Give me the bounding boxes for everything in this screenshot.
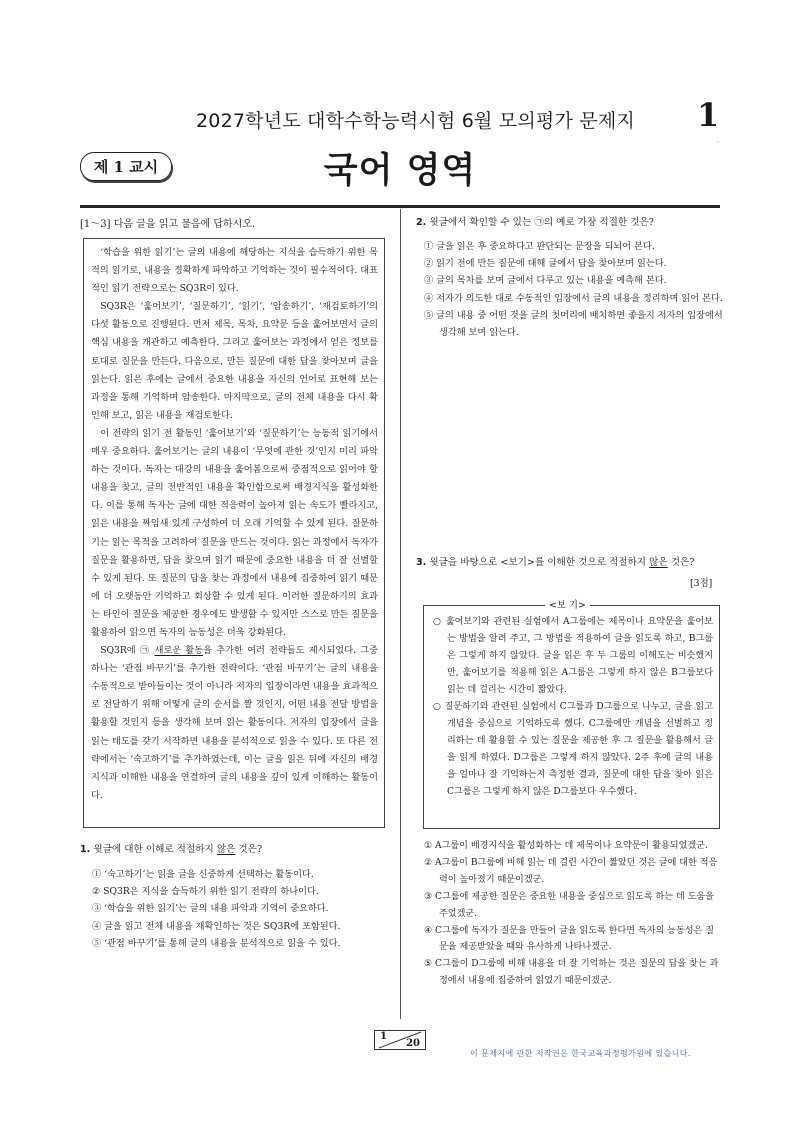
bogi-content <box>433 614 713 801</box>
underlined-phrase: 새로운 활동 <box>154 645 204 657</box>
question-points: [3점] <box>690 578 713 589</box>
option-3[interactable]: ③ 글의 목차를 보며 글에서 다루고 있는 내용을 예측해 본다. <box>424 275 667 287</box>
header-rule <box>80 205 720 208</box>
period-badge-label: 제 1 교시 <box>93 158 159 176</box>
page-total: 20 <box>406 1038 420 1049</box>
option-2[interactable]: ② SQ3R은 지식을 습득하기 위한 읽기 전략의 하나이다. <box>92 886 319 898</box>
page-dot: . <box>717 137 719 144</box>
page-current: 1 <box>380 1031 387 1042</box>
passage <box>91 244 378 805</box>
question-number: 1. <box>80 844 91 855</box>
question-2-stem <box>416 215 654 231</box>
option-4[interactable]: ④ 글을 읽고 전체 내용을 재확인하는 것은 SQ3R에 포함된다. <box>92 920 341 932</box>
stem-text: 것은? <box>667 557 695 568</box>
question-3-stem <box>416 555 694 571</box>
bogi-label: <보 기> <box>545 597 590 611</box>
option-2[interactable]: ② 읽기 전에 만든 질문에 대해 글에서 답을 찾아보며 읽는다. <box>424 258 667 270</box>
option-1[interactable]: ① 글을 읽은 후 중요하다고 판단되는 문장을 되뇌어 본다. <box>424 241 655 252</box>
subject-title: 국어 영역 <box>323 151 477 191</box>
stem-text: 것은? <box>235 844 263 855</box>
question-3-options <box>424 838 720 990</box>
bogi-item: ○ 훑어보기와 관련된 실험에서 A그룹에는 제목이나 요약문을 훑어보는 방법을 알려 주고, 그 방법을 적용하여 글을 읽도록 하고, B그룹은 그렇게 하지 않았다. 글을 읽은 후 두 그룹의 이해도는 비슷했지만, 훑어보기를 적용해 읽은 A그룹은 그렇게 하지 않은 B그룹보다 읽는 데 걸리는 시간이 짧았다. <box>433 617 713 695</box>
option-5[interactable]: ⑤ ‘관점 바꾸기’를 통해 글의 내용을 분석적으로 읽을 수 있다. <box>92 937 341 949</box>
passage-text: 을 추가한 여러 전략들도 제시되었다. 그중 하나는 ‘관점 바꾸기’를 추가한 전략이다. ‘관점 바꾸기’는 글의 내용을 수동적으로 받아들이는 것이 아니라 저자의 입장이라면 내용을 효과적으로 전달하기 위해 어떻게 글의 순서를 짤 것인지, 어떤 내용 전달 방법을 활용할 것인지 등을 생각해 보며 읽는 활동이다. 저자의 입장에서 글을 읽는 태도를 갖기 시작하면 내용을 분석적으로 읽을 수 있다. 또 다른 전략에서는 ‘숙고하기’를 추가하였는데, 이는 글을 읽은 뒤에 자신의 배경지식과 이해한 내용을 연결하여 글의 내용을 깊이 있게 이해하는 활동이다. <box>91 645 379 801</box>
stem-underlined: 않은 <box>649 557 668 568</box>
stem-underlined: 않은 <box>216 844 236 855</box>
passage-paragraph <box>91 642 378 805</box>
page-number: 1 <box>697 96 720 134</box>
passage-paragraph: SQ3R은 ‘훑어보기’, ‘질문하기’, ‘읽기’, ‘암송하기’, ‘재검토하기’의 다섯 활동으로 진행된다. 먼저 제목, 목차, 요약문 등을 훑어보면서 글의 핵심 내용을 개관하고 예측한다. 그리고 훑어보는 과정에서 얻은 정보를 토대로 질문을 만든다. 다음으로, 만든 질문에 대한 답을 찾아보며 글을 읽는다. 읽은 후에는 글에서 중요한 내용을 자신의 언어로 표현해 보는 과정을 통해 기억하며 암송한다. 마지막으로, 글의 전체 내용을 다시 확인해 보고, 읽은 내용을 재검토한다. <box>91 301 378 421</box>
stem-text: 윗글을 바탕으로 <보기>를 이해한 것으로 적절하지 <box>429 557 650 568</box>
option-4[interactable]: ④ C그룹에 독자가 질문을 만들어 글을 읽도록 한다면 독자의 능동성은 질문을 제공받았을 때와 유사하게 나타나겠군. <box>424 925 714 953</box>
passage-text: SQ3R에 ㉠ <box>100 645 155 657</box>
option-5[interactable]: ⑤ C그룹이 D그룹에 비해 내용을 더 잘 기억하는 것은 질문의 답을 찾는 과정에서 내용에 집중하여 읽었기 때문이겠군. <box>424 959 719 987</box>
bogi-item: ○ 질문하기와 관련된 실험에서 C그룹과 D그룹으로 나누고, 글을 읽고 개념을 중심으로 기억하도록 했다. C그룹에만 개념을 선별하고 정리하는 데 활용할 수 있는 질문을 제공한 후 그 질문을 활용해서 글을 읽게 하였다. D그룹은 그렇게 하지 않았다. 2주 후에 글의 내용을 얼마나 잘 기억하는지 측정한 결과, 질문에 대한 답을 찾아 읽은 C그룹은 그렇게 하지 않은 D그룹보다 우수했다. <box>433 702 713 797</box>
stem-text: 윗글에서 확인할 수 있는 ㉠의 예로 가장 적절한 것은? <box>429 217 654 228</box>
copyright-notice: 이 문제지에 관한 저작권은 한국교육과정평가원에 있습니다. <box>470 1049 691 1058</box>
question-1-stem <box>80 842 262 858</box>
page-indicator <box>374 1030 426 1050</box>
column-divider <box>400 209 401 1019</box>
exam-title: 2027학년도 대학수학능력시험 6월 모의평가 문제지 <box>196 110 635 132</box>
passage-paragraph: 이 전략의 읽기 전 활동인 ‘훑어보기’와 ‘질문하기’는 능동적 읽기에서 매우 중요하다. 훑어보기는 글의 내용이 ‘무엇에 관한 것’인지 미리 파악하는 것이다. 독자는 대강의 내용을 훑어봄으로써 중점적으로 읽어야 할 내용을 찾고, 글의 전반적인 내용을 확인함으로써 배경지식을 활성화한다. 이를 통해 독자는 글에 대한 적응력이 높아져 읽는 속도가 빨라지고, 읽은 내용을 짜임새 있게 구성하여 더 오래 기억할 수 있게 된다. 질문하기는 읽는 목적을 고려하여 질문을 만드는 것이다. 읽는 과정에서 독자가 질문을 활용하면, 답을 찾으며 읽기 때문에 중요한 내용을 더 잘 선별할 수 있게 된다. 또 질문의 답을 찾는 과정에서 내용에 집중하여 읽기 때문에 더 오랫동안 기억하고 회상할 수 있게 된다. 이러한 질문하기의 효과는 타인이 질문을 제공한 경우에도 발생할 수 있지만 스스로 만든 질문을 활용하여 읽으면 독자의 능동성은 더욱 강화된다. <box>91 427 378 638</box>
question-instruction: [1～3] 다음 글을 읽고 물음에 답하시오. <box>80 219 256 230</box>
option-5[interactable]: ⑤ 글의 내용 중 어떤 것을 글의 첫머리에 배치하면 좋을지 저자의 입장에서 생각해 보며 읽는다. <box>424 309 723 339</box>
passage-paragraph: ‘학습을 위한 읽기’는 글의 내용에 해당하는 지식을 습득하기 위한 목적의 읽기로, 내용을 정확하게 파악하고 기억하는 것이 필수적이다. 대표적인 읽기 전략으로는 SQ3R이 있다. <box>91 247 378 295</box>
option-3[interactable]: ③ ‘학습을 위한 읽기’는 글의 내용 파악과 기억이 중요하다. <box>92 903 329 915</box>
option-1[interactable]: ① ‘숙고하기’는 읽을 글을 신중하게 선택하는 활동이다. <box>92 869 314 880</box>
option-1[interactable]: ① A그룹이 배경지식을 활성화하는 데 제목이나 요약문이 활용되었겠군. <box>424 841 708 851</box>
question-1-options <box>92 866 392 952</box>
question-number: 3. <box>416 557 427 568</box>
option-2[interactable]: ② A그룹이 B그룹에 비해 읽는 데 걸린 시간이 짧았던 것은 글에 대한 적응력이 높아졌기 때문이겠군. <box>424 857 718 885</box>
option-3[interactable]: ③ C그룹에 제공한 질문은 중요한 내용을 중심으로 읽도록 하는 데 도움을 주었겠군. <box>424 891 714 919</box>
question-2-options <box>424 238 724 341</box>
question-number: 2. <box>416 217 427 228</box>
option-4[interactable]: ④ 저자가 의도한 대로 수동적인 입장에서 글의 내용을 정리하며 읽어 본다. <box>424 292 723 304</box>
stem-text: 윗글에 대한 이해로 적절하지 <box>93 844 217 855</box>
